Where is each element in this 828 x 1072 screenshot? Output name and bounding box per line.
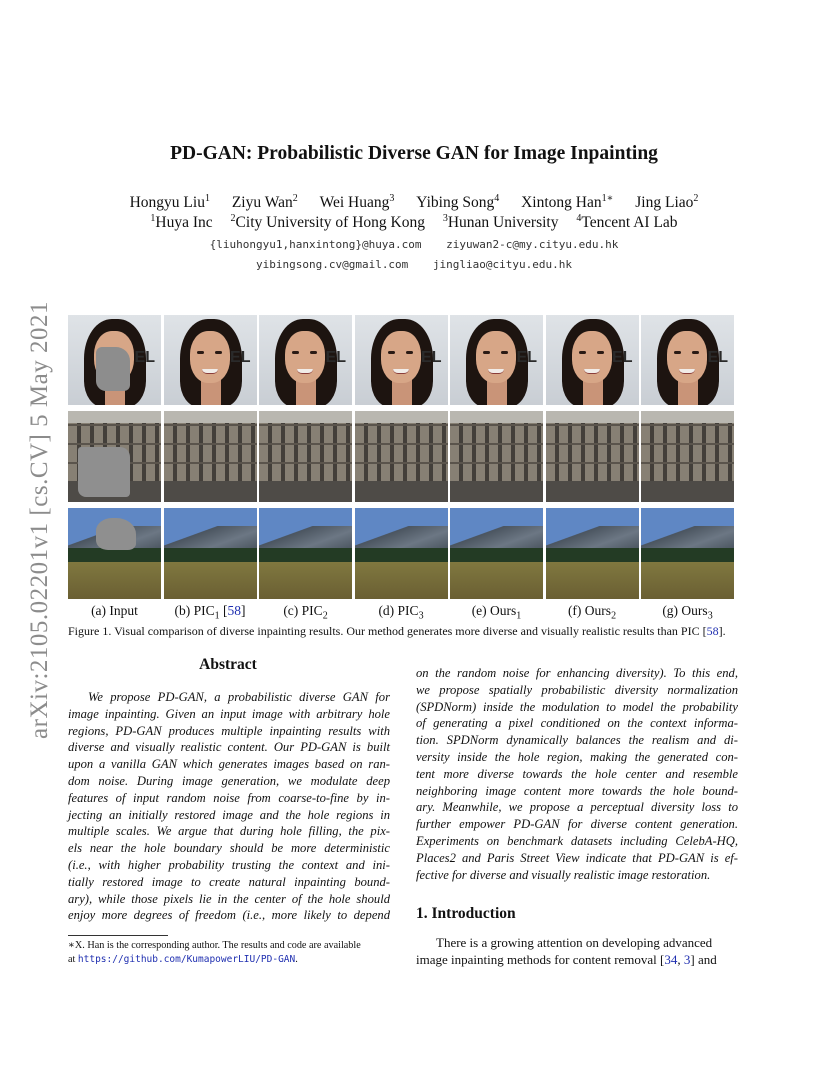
email: ziyuwan2-c@my.cityu.edu.hk — [446, 238, 619, 251]
building-image-thumbnail — [450, 411, 543, 502]
footnote-rule — [68, 935, 168, 936]
text-line: we propose spatially probabilistic diversity normalization — [416, 682, 738, 697]
building-image-thumbnail — [259, 411, 352, 502]
figure-1-image-grid — [68, 315, 734, 599]
face-image-thumbnail — [68, 315, 161, 405]
affiliation: $^1$Huya Inc — [150, 212, 213, 231]
text-line: (SPDNorm) inside the modulation to model the probability — [416, 699, 738, 714]
footnote-line: ∗X. Han is the corresponding author. The results and code are available — [68, 940, 361, 951]
affiliation: $^4$Tencent AI Lab — [576, 212, 678, 231]
text-line: regions, PD-GAN produces multiple inpainting results with — [68, 723, 390, 738]
text-line: tion. SPDNorm dynamically balances the realism and di- — [416, 733, 738, 748]
email-line — [0, 258, 828, 271]
mask-hole — [78, 447, 130, 497]
text-line: dom noise. During image generation, we modulate deep — [68, 773, 390, 788]
text-line: of generating a pixel conditioned on the context informa- — [416, 716, 738, 731]
code-link[interactable]: https://github.com/KumapowerLIU/PD-GAN — [77, 954, 296, 965]
text-line: We propose PD-GAN, a probabilistic diverse GAN for — [88, 690, 390, 704]
affiliation-list — [0, 214, 828, 232]
building-image-thumbnail — [355, 411, 448, 502]
arxiv-stamp — [20, 285, 60, 755]
text-line: upon a vanilla GAN which generates images based on ran- — [68, 757, 390, 772]
text-line: Places2 and Paris Street View indicate that PD-GAN is ef- — [416, 850, 738, 865]
author: Xintong Han$^{1∗}$ — [521, 192, 614, 211]
landscape-image-thumbnail — [641, 508, 734, 599]
abstract-right-column — [416, 665, 738, 883]
author: Hongyu Liu$^1$ — [129, 192, 210, 211]
affiliation: $^3$Hunan University — [442, 212, 559, 231]
text-line: multiple scales. We argue that during hole filling, the pix- — [68, 824, 390, 839]
subfigure-caption: (b) $PIC_1$ [58] — [174, 603, 246, 622]
landscape-image-thumbnail — [450, 508, 543, 599]
intro-paragraph — [416, 934, 738, 968]
background-sign-text: EL — [707, 349, 728, 366]
citation-link[interactable]: 3 — [683, 952, 691, 967]
author: Yibing Song$^4$ — [416, 192, 500, 211]
background-sign-text: EL — [230, 349, 251, 366]
citation-link[interactable]: 34 — [664, 952, 678, 967]
background-sign-text: EL — [421, 349, 442, 366]
background-sign-text: EL — [325, 349, 346, 366]
building-image-thumbnail — [641, 411, 734, 502]
text-line: fective for diverse and visually realistic image restoration. — [416, 867, 711, 882]
abstract-heading: Abstract — [199, 656, 257, 673]
footnote — [68, 939, 398, 967]
background-sign-text: EL — [134, 349, 155, 366]
text-line: enjoy more degrees of freedom (i.e., more likely to depend — [68, 908, 390, 923]
author: Jing Liao$^2$ — [635, 192, 699, 211]
text-line: Experiments on benchmark datasets including CelebA-HQ, — [416, 833, 738, 848]
section-heading: 1. Introduction — [416, 905, 516, 922]
text-line: tially restored image to create natural inpainting bound- — [68, 874, 390, 889]
author: Wei Huang$^3$ — [319, 192, 395, 211]
subfigure-caption: (a) Input — [91, 603, 138, 618]
subfigure-caption: (g) Ours$_3$ — [662, 603, 713, 622]
landscape-image-thumbnail — [164, 508, 257, 599]
background-sign-text: EL — [612, 349, 633, 366]
text-line: jecting an initially restored image and the hole regions in — [68, 807, 390, 822]
text-line: on the random noise for enhancing diversity). To this end, — [416, 666, 738, 680]
citation-link[interactable]: 58 — [227, 603, 241, 618]
arxiv-id: arXiv:2105.02201v1 [cs.CV] 5 May 2021 — [26, 301, 53, 739]
landscape-image-thumbnail — [68, 508, 161, 599]
author: Ziyu Wan$^2$ — [231, 192, 298, 211]
email: jingliao@cityu.edu.hk — [432, 258, 573, 271]
text-line: ary. Meanwhile, we propose a perceptual diversity loss to — [416, 800, 738, 815]
text-line: further empower PD-GAN for diverse content generation. — [416, 817, 738, 832]
mask-hole — [96, 347, 130, 391]
text-line: neighboring image content more towards the hole bound- — [416, 783, 738, 798]
text-line: tent more diverse towards the hole center and resemble — [416, 766, 738, 781]
background-sign-text: EL — [516, 349, 537, 366]
face-image-thumbnail — [450, 315, 543, 405]
building-image-thumbnail — [68, 411, 161, 502]
affiliation: $^2$City University of Hong Kong — [230, 212, 425, 231]
building-image-thumbnail — [546, 411, 639, 502]
paper-title: PD-GAN: Probabilistic Diverse GAN for Image Inpainting — [170, 143, 658, 164]
email-line — [0, 238, 828, 251]
email: {liuhongyu1,hanxintong}@huya.com — [209, 238, 422, 251]
face-image-thumbnail — [164, 315, 257, 405]
citation-link[interactable]: 58 — [706, 624, 719, 638]
author-list — [0, 194, 828, 212]
face-image-thumbnail — [546, 315, 639, 405]
footnote-line: at https://github.com/KumapowerLIU/PD-GAN. — [68, 954, 298, 965]
mask-hole — [96, 518, 136, 550]
landscape-image-thumbnail — [355, 508, 448, 599]
text-line: els near the hole boundary should be more deterministic — [68, 841, 390, 856]
face-image-thumbnail — [355, 315, 448, 405]
figure-caption: Figure 1. Visual comparison of diverse inpainting results. Our method generates more diverse and visually realistic results than PIC [58]. — [68, 624, 726, 638]
landscape-image-thumbnail — [546, 508, 639, 599]
text-line: diverse and visually realistic content. Our PD-GAN is built — [68, 740, 390, 755]
text-line: (i.e., with higher probability trusting the context and ini- — [68, 857, 390, 872]
text-line: image inpainting. Given an input image with arbitrary hole — [68, 706, 390, 721]
building-image-thumbnail — [164, 411, 257, 502]
text-line: versity inside the hole region, making the generated con- — [416, 749, 738, 764]
subfigure-caption: (e) Ours$_1$ — [471, 603, 522, 622]
text-line: ary), while those pixels lie in the center of the hole should — [68, 891, 390, 906]
landscape-image-thumbnail — [259, 508, 352, 599]
subfigure-captions — [68, 603, 734, 622]
email: yibingsong.cv@gmail.com — [255, 258, 409, 271]
text-line: image inpainting methods for content removal [34, 3] and — [416, 952, 717, 967]
face-image-thumbnail — [259, 315, 352, 405]
subfigure-caption: (f) Ours$_2$ — [567, 603, 617, 622]
subfigure-caption: (d) $PIC_3$ — [378, 603, 424, 622]
text-line: There is a growing attention on developing advanced — [436, 935, 713, 950]
text-line: features of input random noise from coarse-to-fine by in- — [68, 790, 390, 805]
face-image-thumbnail — [641, 315, 734, 405]
abstract-left-column — [68, 689, 390, 924]
subfigure-caption: (c) $PIC_2$ — [283, 603, 328, 622]
